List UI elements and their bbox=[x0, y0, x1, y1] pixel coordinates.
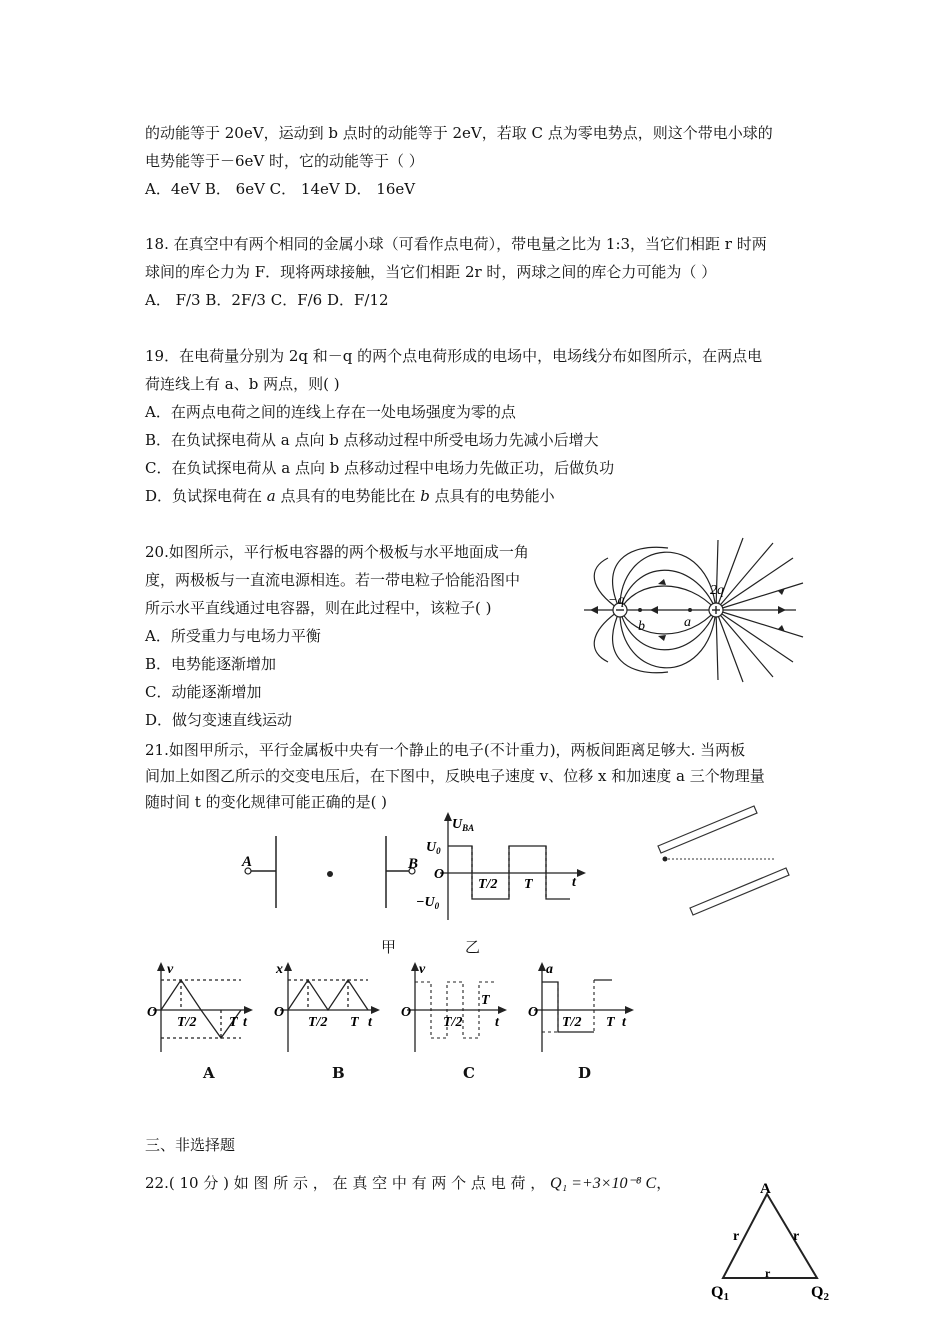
origin-label: O bbox=[434, 867, 445, 882]
graph-c-ylabel: v bbox=[419, 962, 426, 977]
q21-line-3: 随时间 t 的变化规律可能正确的是( ) bbox=[145, 793, 388, 811]
capacitor-figure bbox=[650, 806, 800, 921]
side-r-bottom: r bbox=[765, 1266, 771, 1280]
graph-d-ylabel: a bbox=[546, 962, 553, 977]
minus-u0-label: $-U_0$ bbox=[416, 895, 440, 911]
t-axis-label: t bbox=[572, 875, 576, 890]
charge-q2-label: Q2 bbox=[811, 1284, 829, 1303]
graph-c-origin: O bbox=[401, 1005, 412, 1020]
q19-line-1: 19．在电荷量分别为 2q 和－q 的两个点电荷形成的电场中，电场线分布如图所示，在两点电 bbox=[145, 347, 763, 365]
u0-label: $U_0$ bbox=[426, 840, 441, 856]
graph-c-period: T bbox=[481, 993, 490, 1008]
plate-a-label: A bbox=[242, 854, 253, 870]
section-title: 三、非选择题 bbox=[145, 1136, 236, 1154]
q19-option-c: C．在负试探电荷从 a 点向 b 点移动过程中电场力先做正功，后做负功 bbox=[145, 459, 615, 477]
q19-option-a: A．在两点电荷之间的连线上存在一处电场强度为零的点 bbox=[145, 403, 516, 421]
q21-line-1: 21.如图甲所示，平行金属板中央有一个静止的电子(不计重力)，两板间距离足够大. 当两板 bbox=[145, 741, 746, 759]
graph-a-origin: O bbox=[147, 1005, 158, 1020]
plate-b-label: B bbox=[408, 856, 419, 872]
q18-line-2: 球间的库仑力为 F．现将两球接触，当它们相距 2r 时，两球之间的库仑力可能为（ ） bbox=[145, 263, 717, 281]
q21-line-2: 间加上如图乙所示的交变电压后，在下图中，反映电子速度 v、位移 x 和加速度 a 三个物理量 bbox=[145, 767, 765, 785]
graph-d-t: t bbox=[622, 1015, 626, 1030]
point-b-label: b bbox=[638, 619, 645, 634]
graph-d-period: T bbox=[606, 1015, 615, 1030]
q17-line-1: 的动能等于 20eV，运动到 b 点时的动能等于 2eV，若取 C 点为零电势点，则这个带电小球的 bbox=[145, 124, 773, 142]
q17-line-2: 电势能等于－6eV 时，它的动能等于（ ） bbox=[145, 152, 424, 170]
q20-line-3: 所示水平直线通过电容器，则在此过程中，该粒子( ) bbox=[145, 599, 492, 617]
period-label: T bbox=[524, 877, 533, 892]
graph-a-ylabel: v bbox=[167, 962, 174, 977]
option-c-label: C bbox=[463, 1064, 475, 1082]
q20-option-a: A．所受重力与电场力平衡 bbox=[145, 627, 321, 645]
caption-yi: 乙 bbox=[465, 938, 481, 956]
figure-yi-voltage-graph bbox=[410, 810, 590, 925]
q17-options: A．4eV B． 6eV C． 14eV D． 16eV bbox=[145, 180, 416, 198]
pos-charge-label: 2q bbox=[710, 583, 724, 598]
graph-d-origin: O bbox=[528, 1005, 539, 1020]
ylabel-u: $U_{BA}$ bbox=[452, 817, 475, 833]
triangle-figure bbox=[705, 1180, 845, 1305]
point-a-label: a bbox=[684, 615, 691, 630]
option-graph-a bbox=[143, 960, 258, 1060]
graph-b-period: T bbox=[350, 1015, 359, 1030]
q18-options: A． F/3 B．2F/3 C．F/6 D．F/12 bbox=[145, 291, 389, 309]
option-graph-d bbox=[524, 960, 639, 1060]
caption-jia: 甲 bbox=[381, 938, 397, 956]
option-d-label: D bbox=[578, 1064, 592, 1082]
graph-b-origin: O bbox=[274, 1005, 285, 1020]
side-r-left: r bbox=[733, 1229, 740, 1244]
neg-charge-label: −q bbox=[608, 593, 625, 608]
q20-line-2: 度，两极板与一直流电源相连。若一带电粒子恰能沿图中 bbox=[145, 571, 521, 589]
q19-option-d: D．负试探电荷在 a 点具有的电势能比在 b 点具有的电势能小 bbox=[145, 487, 555, 505]
q19-option-b: B．在负试探电荷从 a 点向 b 点移动过程中所受电场力先减小后增大 bbox=[145, 431, 599, 449]
electric-field-figure bbox=[578, 538, 808, 688]
half-period-label: T/2 bbox=[478, 877, 498, 892]
q20-option-c: C．动能逐渐增加 bbox=[145, 683, 262, 701]
q20-option-d: D．做匀变速直线运动 bbox=[145, 711, 293, 729]
figure-jia bbox=[236, 836, 426, 916]
graph-a-period: T bbox=[229, 1015, 238, 1030]
graph-c-t: t bbox=[495, 1015, 499, 1030]
graph-c-half-period: T/2 bbox=[443, 1015, 463, 1030]
option-a-label: A bbox=[203, 1064, 215, 1082]
graph-a-t: t bbox=[243, 1015, 247, 1030]
q18-line-1: 18. 在真空中有两个相同的金属小球（可看作点电荷），带电量之比为 1:3，当它们相距 r 时两 bbox=[145, 235, 767, 253]
graph-a-half-period: T/2 bbox=[177, 1015, 197, 1030]
graph-b-t: t bbox=[368, 1015, 372, 1030]
option-graph-b bbox=[270, 960, 385, 1060]
option-b-label: B bbox=[332, 1064, 345, 1082]
side-r-right: r bbox=[793, 1229, 800, 1244]
graph-d-half-period: T/2 bbox=[562, 1015, 582, 1030]
q20-line-1: 20.如图所示，平行板电容器的两个极板与水平地面成一角 bbox=[145, 543, 529, 561]
option-graph-c bbox=[397, 960, 512, 1060]
graph-b-half-period: T/2 bbox=[308, 1015, 328, 1030]
q22-text: 22.( 10 分 ) 如 图 所 示 ， 在 真 空 中 有 两 个 点 电 荷 ， Q₁ =+3×10⁻⁸ C， bbox=[145, 1174, 672, 1192]
vertex-a-label: A bbox=[760, 1181, 771, 1197]
graph-b-ylabel: x bbox=[276, 962, 283, 977]
q22-formula: Q₁ =+3×10⁻⁸ C bbox=[550, 1175, 657, 1192]
q20-option-b: B．电势能逐渐增加 bbox=[145, 655, 277, 673]
charge-q1-label: Q1 bbox=[711, 1284, 729, 1303]
q19-line-2: 荷连线上有 a、b 两点，则( ) bbox=[145, 375, 340, 393]
